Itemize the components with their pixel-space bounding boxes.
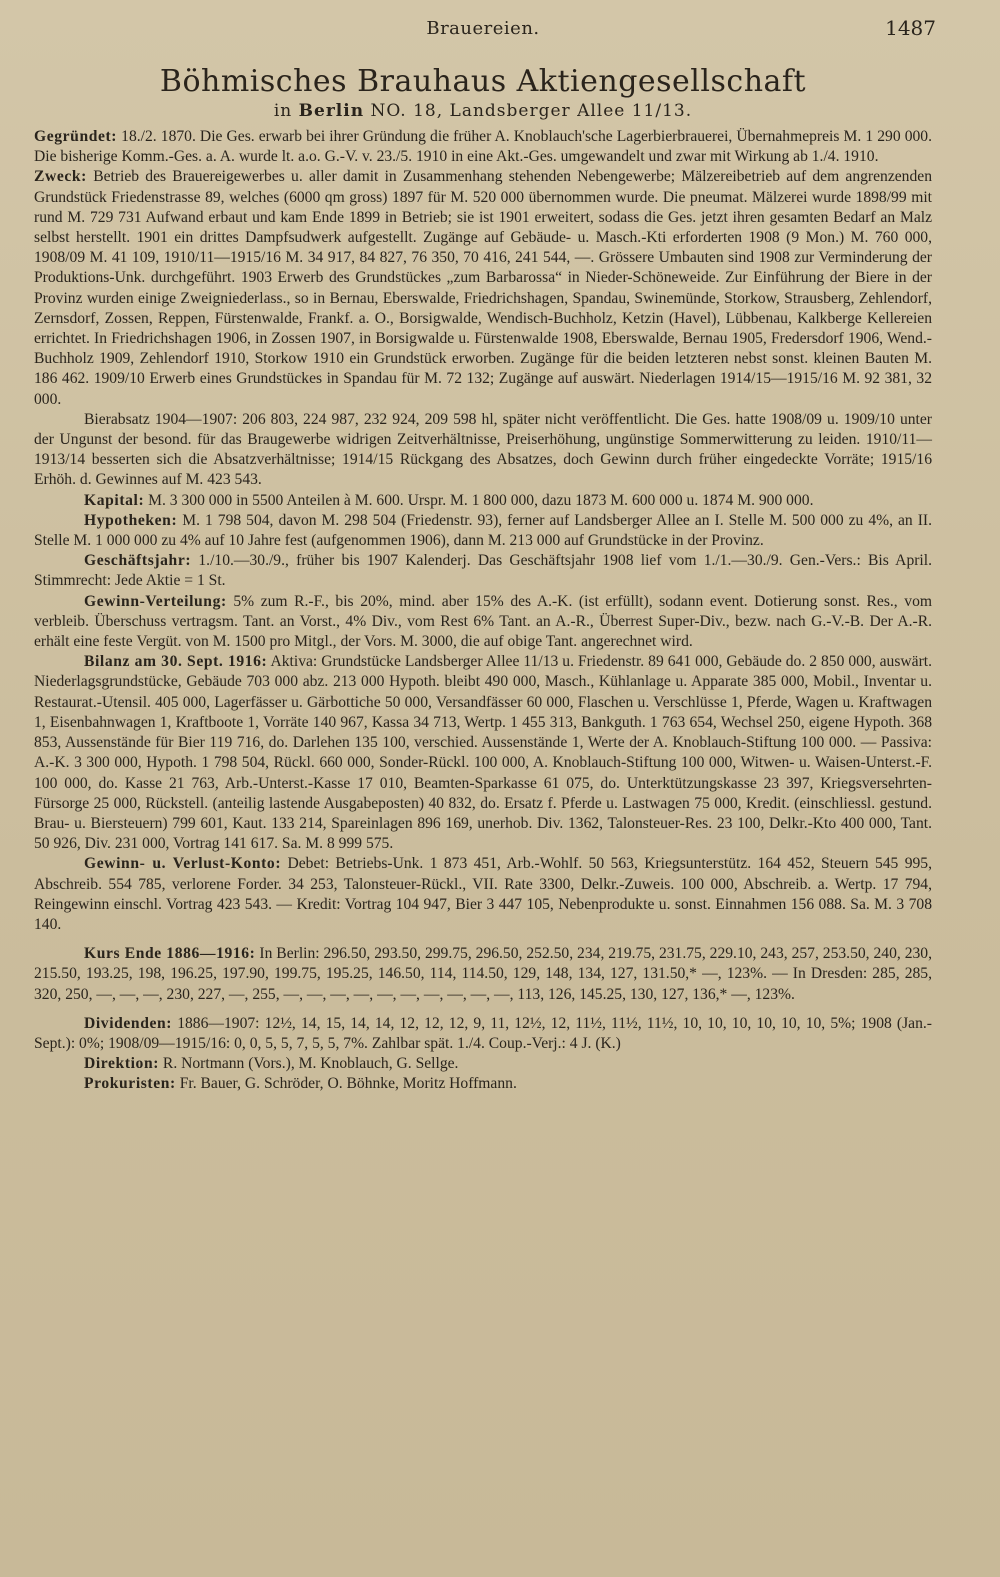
entry-text: R. Nortmann (Vors.), M. Knoblauch, G. Sellge. xyxy=(159,1055,459,1073)
entry-paragraph xyxy=(34,652,932,854)
entry-paragraph xyxy=(34,1074,932,1094)
entry-label: Kurs Ende 1886—1916: xyxy=(84,945,256,963)
entry-paragraph xyxy=(34,592,932,653)
entry-paragraph xyxy=(34,410,932,491)
company-name: Böhmisches Brauhaus Aktiengesellschaft xyxy=(159,64,807,99)
entry-paragraph xyxy=(34,167,932,409)
entry-text: Bierabsatz 1904—1907: 206 803, 224 987, 232 924, 209 598 hl, später nicht veröffentlicht. Die Ges. hatte 1908/09 u. 1909/10 unter der Ungunst der besond. für das Braugewerbe widrigen Zeitverhältnisse, Preiserhöhung, ungünstige Sommerwitterung zu leiden. 1910/11—1913/14 besserten sich die Absatzverhältnisse; 1914/15 Rückgang des Absatzes, doch Gewinn durch früher eingedeckte Vorräte; 1915/16 Erhöh. d. Gewinnes auf M. 423 543. xyxy=(34,410,932,489)
entry-label: Gewinn-Verteilung: xyxy=(84,592,227,610)
entry-text: 1886—1907: 12½, 14, 15, 14, 14, 12, 12, 12, 9, 11, 12½, 12, 11½, 11½, 11½, 10, 10, 10, 10, 10, 10, 5%; 1908 (Jan.-Sept.): 0%; 1908/09—1915/16: 0, 0, 5, 5, 7, 5, 5, 7%. Zahlbar spät. 1./4. Coup.-Verj.: 4 J. (K.) xyxy=(34,1014,932,1052)
entry-paragraph xyxy=(34,491,932,511)
entry-text: Debet: Betriebs-Unk. 1 873 451, Arb.-Wohlf. 50 563, Kriegsunterstütz. 164 452, Steuern 545 995, Abschreib. 554 785, verlorene Forder. 34 253, Talonsteuer-Rückl., VII. Rate 3300, Delkr.-Zuweis. 100 000, Abschreib. a. Wertp. 17 794, Reingewinn einschl. Vortrag 423 543. — Kredit: Vortrag 104 947, Bier 3 447 105, Nebenprodukte u. sonst. Einnahmen 156 088. Sa. M. 3 708 140. xyxy=(34,855,933,933)
entry-paragraph xyxy=(34,511,932,551)
entry-label: Gegründet: xyxy=(34,128,118,145)
entry-label: Direktion: xyxy=(84,1055,160,1073)
entry-label: Hypotheken: xyxy=(84,511,178,529)
entry-label: Zweck: xyxy=(34,168,87,186)
entry-label: Bilanz am 30. Sept. 1916: xyxy=(84,653,268,671)
entry-label: Kapital: xyxy=(84,491,145,509)
entry-text: Betrieb des Brauereigewerbes u. aller damit in Zusammenhang stehenden Nebengewerbe; Mälzereibetrieb auf dem angrenzenden Grundstück Friedenstrasse 89, welches (6000 qm gross) 1897 für M. 520 000 übernommen wurde. Die pneumat. Mälzerei wurde 1898/99 mit rund M. 729 731 Aufwand erbaut und kam Ende 1899 in Betrieb; sie ist 1901 erweitert, sodass die Ges. jetzt ihren gesamten Bedarf an Malz selbst herstellt. 1901 ein drittes Dampfsudwerk aufgestellt. Zugänge auf Gebäude- u. Masch.-Kti erforderten 1908 (9 Mon.) M. 760 000, 1908/09 M. 41 109, 1910/11—1915/16 M. 34 917, 84 827, 76 350, 70 416, 241 544, —. Grössere Umbauten sind 1908 zur Verminderung der Produktions-Unk. durchgeführt. 1903 Erwerb des Grundstückes „zum Barbarossa“ in Nieder-Schöneweide. Zur Einführung der Biere in der Provinz wurden einige Zweigniederlass., so in Bernau, Eberswalde, Friedrichshagen, Spandau, Swinemünde, Storkow, Strausberg, Zehlendorf, Zernsdorf, Zossen, Reppen, Fürstenwalde, Frankf. a. O., Borsigwalde, Wendisch-Buchholz, Ketzin (Havel), Lübbenau, Kalkberge Kellereien errichtet. In Friedrichshagen 1906, in Zossen 1907, in Borsigwalde u. Fürstenwalde 1908, Eberswalde, Bernau 1905, Fredersdorf 1906, Wend.-Buchholz 1909, Zehlendorf 1910, Storkow 1910 ein Grundstück erworben. Zugänge für die beiden letzteren nebst sonst. kleinen Bauten M. 186 462. 1909/10 Erwerb eines Grundstückes in Spandau für M. 72 132; Zugänge auf auswärt. Niederlagen 1914/15—1915/16 M. 92 381, 32 000. xyxy=(34,168,932,408)
company-address xyxy=(34,101,932,121)
entry-text: 18./2. 1870. Die Ges. erwarb bei ihrer Gründung die früher A. Knoblauch'sche Lagerbierbrauerei, Übernahmepreis M. 1 290 000. Die bisherige Komm.-Ges. a. A. wurde lt. a.o. G.-V. v. 23./5. 1910 in eine Akt.-Ges. umgewandelt und zwar mit Wirkung ab 1./4. 1910. xyxy=(34,128,932,166)
entry-label: Dividenden: xyxy=(84,1014,173,1032)
entry-label: Geschäftsjahr: xyxy=(84,552,192,570)
address-prefix: in xyxy=(273,101,293,121)
entry-text: M. 1 798 504, davon M. 298 504 (Friedenstr. 93), ferner auf Landsberger Allee an I. Stelle M. 500 000 zu 4%, an II. Stelle M. 1 000 000 zu 4% auf 10 Jahre fest (aufgenommen 1906), dann M. 213 000 auf Grundstücke in der Provinz. xyxy=(34,511,932,550)
entry-label: Prokuristen: xyxy=(84,1075,176,1093)
entry-paragraph xyxy=(34,1014,932,1054)
address-city: Berlin xyxy=(298,101,365,121)
entry-paragraph xyxy=(34,944,932,1005)
entry-list xyxy=(34,127,932,1095)
entry-text: Fr. Bauer, G. Schröder, O. Böhnke, Moritz Hoffmann. xyxy=(175,1075,517,1093)
entry-text: Aktiva: Grundstücke Landsberger Allee 11/13 u. Friedenstr. 89 641 000, Gebäude do. 2 850 000, auswärt. Niederlagsgrundstücke, Gebäude 703 000 abz. 213 000 Hypoth. bleibt 490 000, Masch., Kühlanlage u. Apparate 385 000, Mobil., Inventar u. Restaurat.-Utensil. 405 000, Lagerfässer u. Gärbottiche 50 000, Versandfässer 60 000, Flaschen u. Verschlüsse 1, Pferde, Wagen u. Kraftwagen 1, Eisenbahnwagen 1, Kraftboote 1, Vorräte 140 967, Kassa 34 713, Wertp. 1 455 313, Bankguth. 1 763 654, Wechsel 250, eigene Hypoth. 368 853, Aussenstände für Bier 119 716, do. Darlehen 135 100, verschied. Aussenstände 1, Werte der A. Knoblauch-Stiftung 100 000. — Passiva: A.-K. 3 300 000, Hypoth. 1 798 504, Rückl. 660 000, Sonder-Rückl. 100 000, A. Knoblauch-Stiftung 100 000, Witwen- u. Waisen-Unterst.-F. 100 000, do. Kasse 21 763, Arb.-Unterst.-Kasse 17 010, Beamten-Sparkasse 61 075, do. Unterktützungskasse 23 397, Kriegsversehrten-Fürsorge 25 000, Rückstell. (anteilig lastende Ausgabeposten) 40 832, do. Ersatz f. Pferde u. Lastwagen 75 000, Kredit. (einschliessl. gestund. Brau- u. Biersteuern) 799 601, Kaut. 133 214, Spareinlagen 896 169, unerhob. Div. 1362, Talonsteuer-Res. 23 100, Delkr.-Kto 400 000, Tant. 50 926, Div. 231 000, Vortrag 141 617. Sa. M. 8 999 575. xyxy=(34,653,932,853)
entry-text: 1./10.—30./9., früher bis 1907 Kalenderj. Das Geschäftsjahr 1908 lief vom 1./1.—30./9. Gen.-Vers.: Bis April. Stimmrecht: Jede Aktie = 1 St. xyxy=(34,552,932,590)
entry-paragraph xyxy=(34,854,932,935)
entry-text: M. 3 300 000 in 5500 Anteilen à M. 600. Urspr. M. 1 800 000, dazu 1873 M. 600 000 u. 1874 M. 900 000. xyxy=(144,491,814,509)
address-street: NO. 18, Landsberger Allee 11/13. xyxy=(370,101,693,121)
page-number: 1487 xyxy=(885,16,936,40)
entry-label: Gewinn- u. Verlust-Konto: xyxy=(84,855,282,873)
entry-text: In Berlin: 296.50, 293.50, 299.75, 296.50, 252.50, 234, 219.75, 231.75, 229.10, 243, 257, 253.50, 240, 230, 215.50, 193.25, 198, 196.25, 197.90, 199.75, 195.25, 146.50, 114, 114.50, 129, 148, 134, 127, 131.50,* —, 123%. — In Dresden: 285, 285, 320, 250, —, —, —, 230, 227, —, 255, —, —, —, —, —, —, —, —, —, —, 113, 126, 145.25, 130, 127, 136,* —, 123%. xyxy=(34,945,932,1003)
entry-text: 5% zum R.-F., bis 20%, mind. aber 15% des A.-K. (ist erfüllt), sodann event. Dotierung sonst. Res., vom verbleib. Überschuss vertragsm. Tant. an Vorst., 4% Div., vom Rest 6% Tant. an A.-R., Überrest Super-Div., bezw. nach G.-V.-B. Der A.-R. erhält eine feste Vergüt. von M. 1500 pro Mitgl., der Vors. M. 3000, die auf obige Tant. angerechnet wird. xyxy=(34,592,932,651)
section-title: Brauereien. xyxy=(426,18,540,39)
running-header xyxy=(34,14,936,44)
entry-paragraph xyxy=(34,1054,932,1074)
entry-paragraph xyxy=(34,127,932,167)
entry-paragraph xyxy=(34,551,932,591)
